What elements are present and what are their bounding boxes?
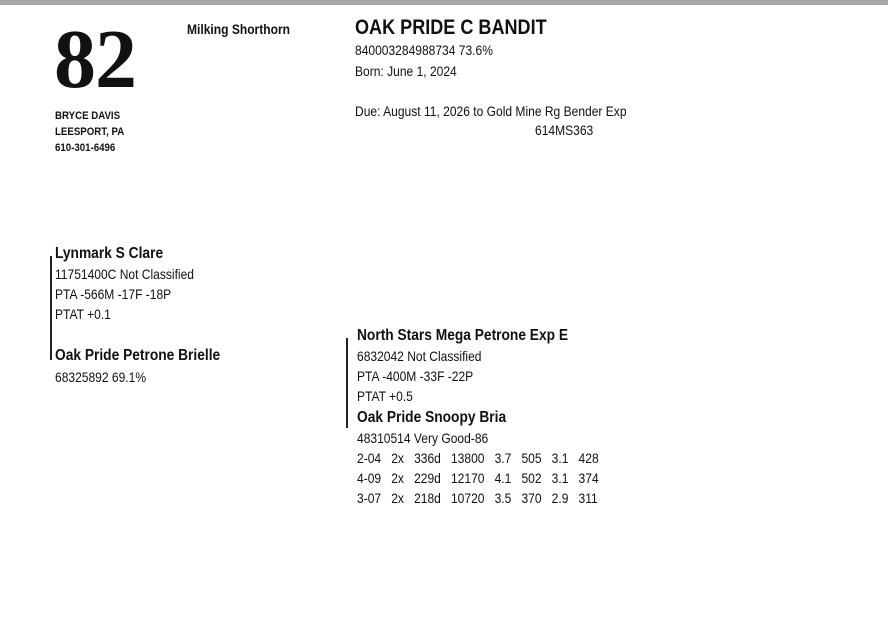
production-record: 2-04 2x 336d 13800 3.7 505 3.1 428 (357, 450, 599, 466)
dam-dam-registration: 48310514 Very Good-86 (357, 430, 489, 446)
dam-sire-pta: PTA -400M -33F -22P (357, 368, 474, 384)
production-record: 4-09 2x 229d 12170 4.1 502 3.1 374 (357, 470, 599, 486)
consignor-location: LEESPORT, PA (55, 126, 125, 138)
service-sire-code: 614MS363 (535, 122, 594, 138)
consignor-phone: 610-301-6496 (55, 142, 116, 154)
animal-born: Born: June 1, 2024 (355, 63, 457, 79)
sire-ptat: PTAT +0.1 (55, 306, 111, 322)
animal-id: 840003284988734 73.6% (355, 42, 493, 58)
animal-due: Due: August 11, 2026 to Gold Mine Rg Bender Exp (355, 103, 627, 119)
pedigree-bracket-left (50, 256, 52, 360)
dam-dam-name: Oak Pride Snoopy Bria (357, 409, 507, 426)
dam-registration: 68325892 69.1% (55, 369, 147, 385)
production-record: 3-07 2x 218d 10720 3.5 370 2.9 311 (357, 490, 598, 506)
top-border (0, 0, 888, 5)
sire-registration: 11751400C Not Classified (55, 266, 194, 282)
pedigree-bracket-right (346, 338, 348, 428)
dam-sire-registration: 6832042 Not Classified (357, 348, 482, 364)
breed-label: Milking Shorthorn (187, 21, 290, 37)
dam-name: Oak Pride Petrone Brielle (55, 347, 221, 364)
animal-name: OAK PRIDE C BANDIT (355, 16, 547, 39)
lot-number: 82 (54, 13, 136, 106)
sire-pta: PTA -566M -17F -18P (55, 286, 172, 302)
dam-sire-name: North Stars Mega Petrone Exp E (357, 327, 569, 344)
consignor-name: BRYCE DAVIS (55, 110, 121, 122)
sire-name: Lynmark S Clare (55, 245, 164, 262)
dam-sire-ptat: PTAT +0.5 (357, 388, 413, 404)
